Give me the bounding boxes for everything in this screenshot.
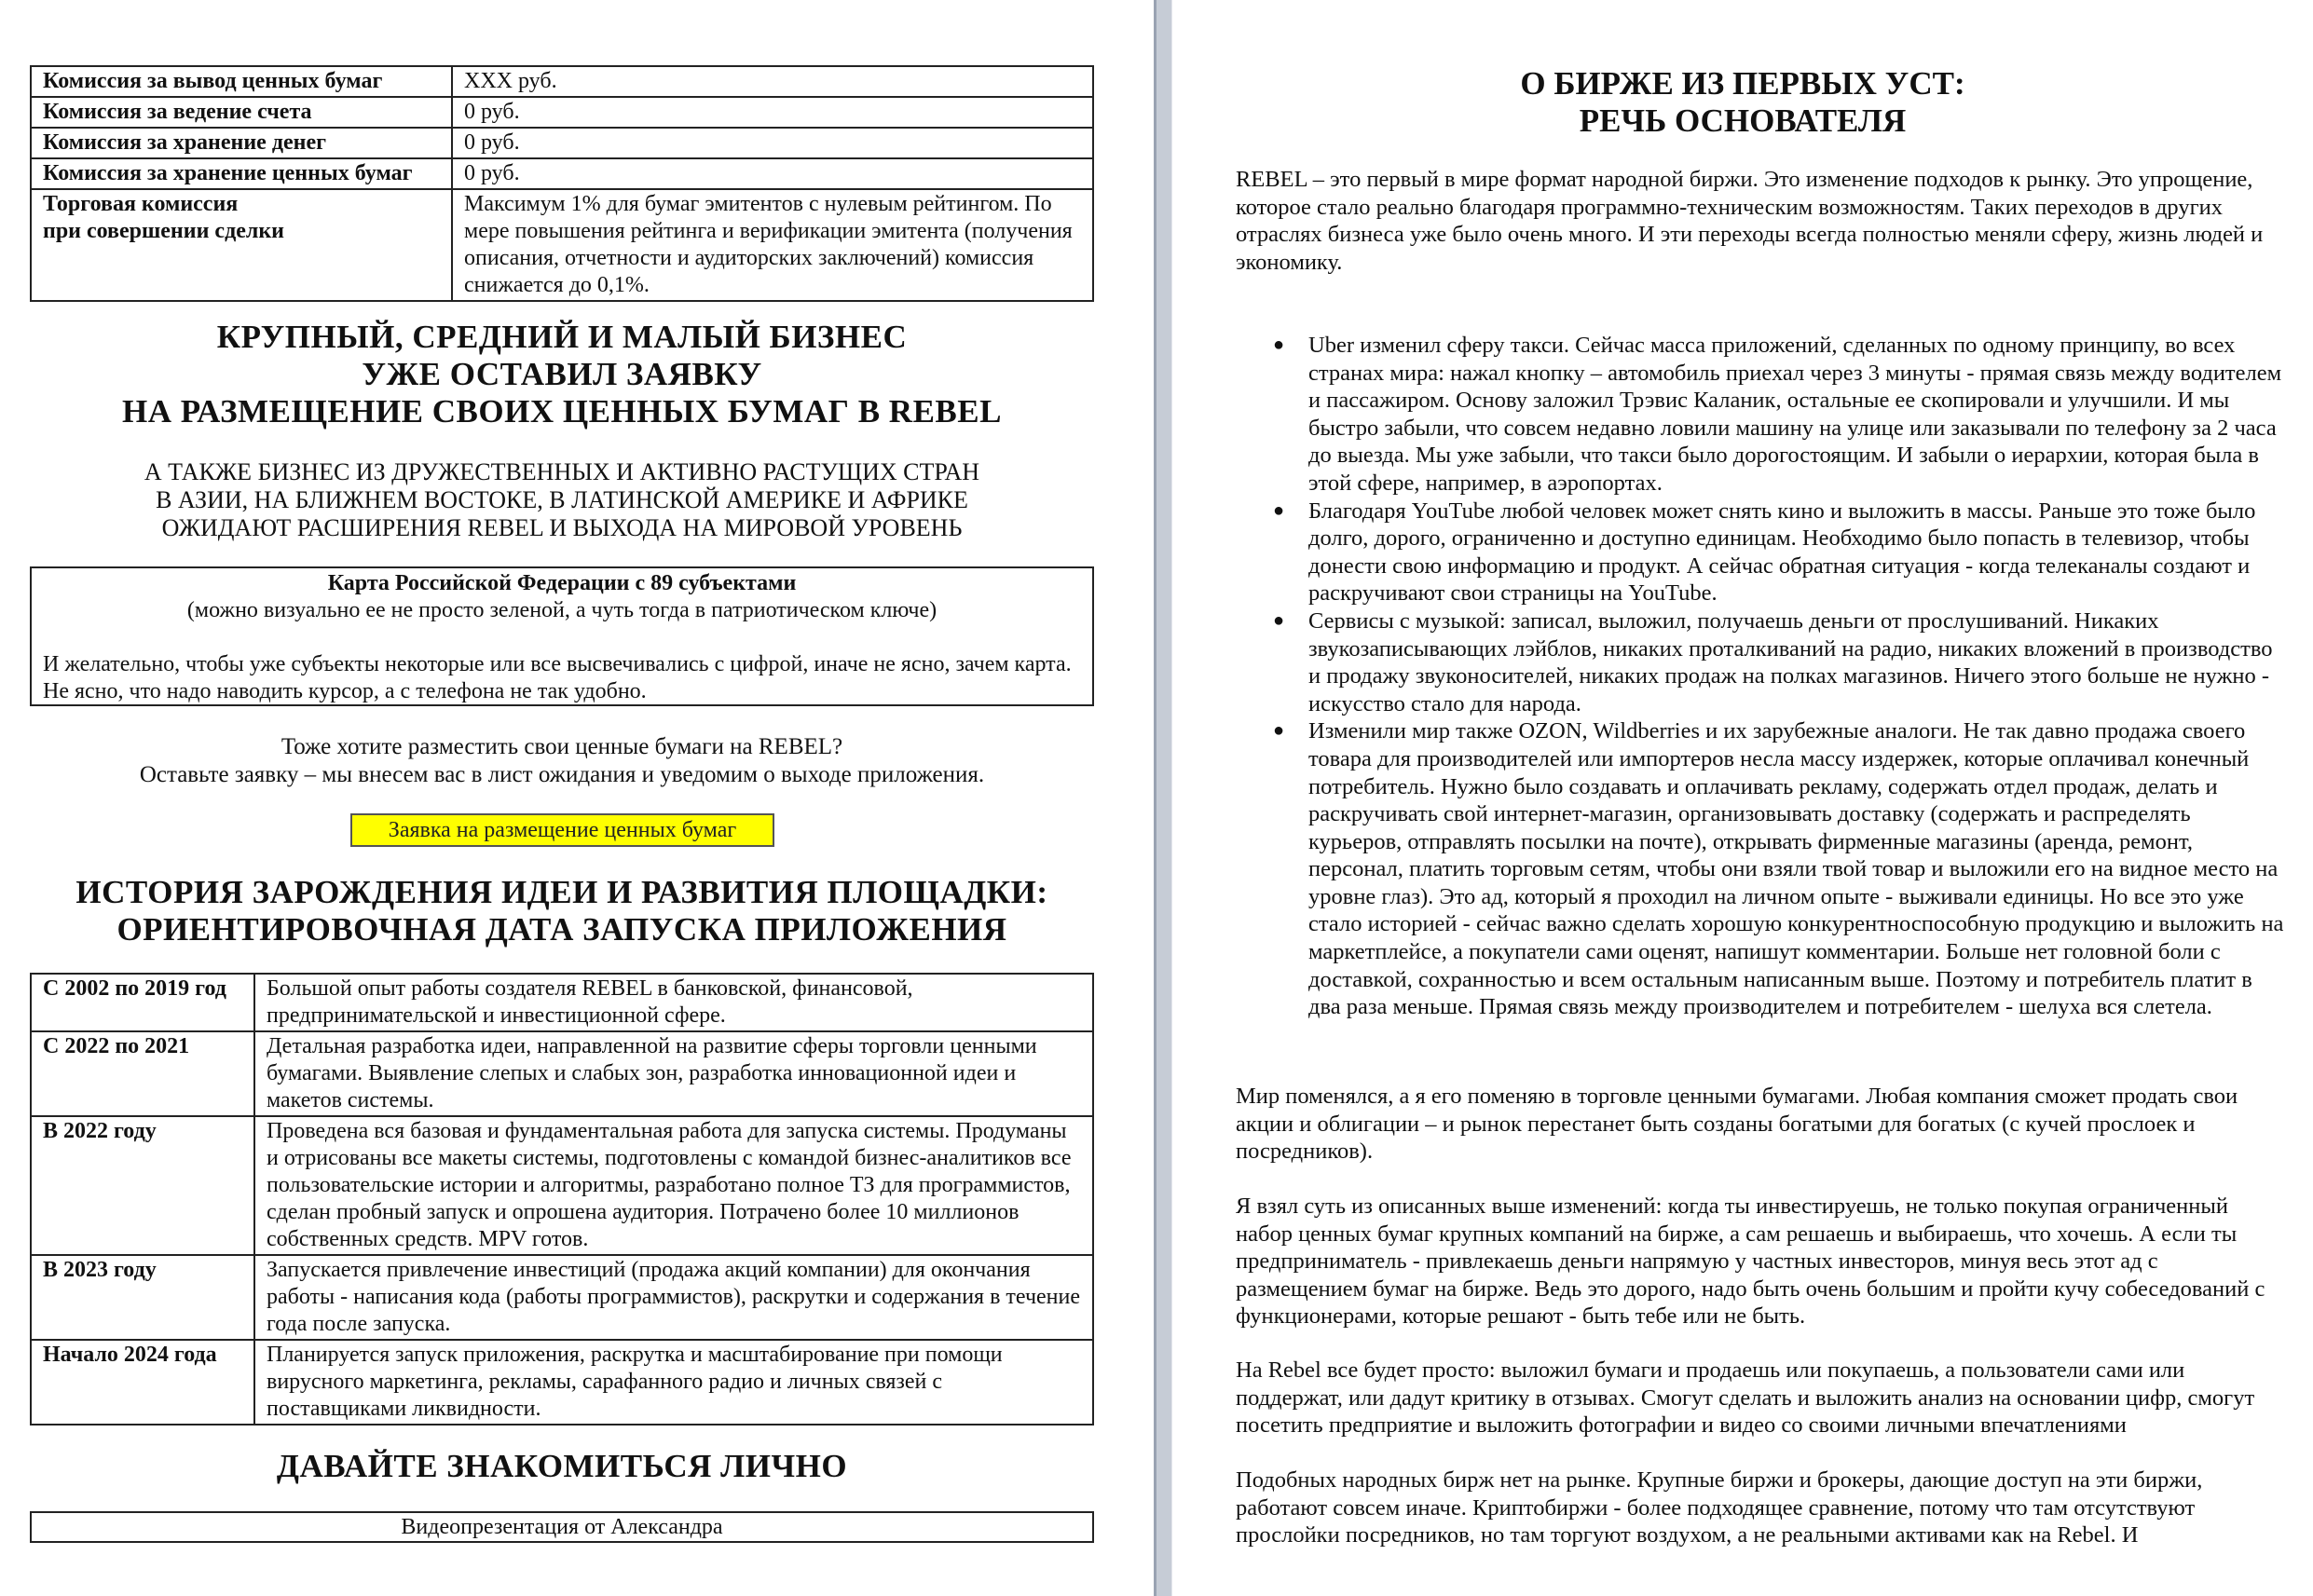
table-row bbox=[31, 128, 1093, 158]
list-item-text: Изменили мир также OZON, Wildberries и их зарубежные аналоги. Не так давно продажа своего товара для производителей или импортеров несла массу издержек, которые оплачивал конечный потребитель. Нужно было создавать и оплачивать рекламу, содержать отдел продаж, делать и раскручивать свой интернет-магазин, организовывать доставку (содержать и распределять курьеров, отправлять посылки на почте), открывать фирменные магазины (аренда, ремонт, персонал, платить торговым сетям, чтобы они взяли твой товар и выложили его на видное место на уровне глаз). Это ад, который я проходил на личном опыте - выживали единицы. Но все это уже стало историей - сейчас важно сделать хорошую конкурентноспособную продукцию и выложить на маркетплейсе, а покупатели сами оценят, напишут комментарии. Больше нет головной боли с доставкой, сохранностью и всем остальным написанным выше. Поэтому и потребитель платит в два раза меньше. Прямая связь между производителем и потребителем - шелуха вся слетела. bbox=[1308, 718, 2284, 1020]
list-item-text: Благодаря YouTube любой человек может снять кино и выложить в массы. Раньше это тоже было долго, дорого, ограниченно и доступно единицам. Необходимо было попасть в телевизор, чтобы донести свою информацию и продукт. А сейчас обратная ситуация - когда телеканалы создают и раскручивают свои страницы на YouTube. bbox=[1308, 498, 2256, 607]
history-text: Запускается привлечение инвестиций (продажа акций компании) для окончания работы - написания кода (работы программистов), раскрутки и содержания в течение года после запуска. bbox=[254, 1255, 1093, 1340]
table-row bbox=[31, 1255, 1093, 1340]
title-line: НА РАЗМЕЩЕНИЕ СВОИХ ЦЕННЫХ БУМАГ В REBEL bbox=[122, 393, 1002, 430]
founder-paragraph: Я взял суть из описанных выше изменений: когда ты инвестируешь, не только покупая ограниченный набор ценных бумаг крупных компаний на бирже, а сам решаешь и выбираешь, что хочешь. А если ты предприниматель - привлекаешь деньги напрямую у частных инвесторов, минуя весь этот ад с размещением бумаг на бирже. Ведь это дорого, надо быть очень большим и пройти кучу собеседований с функционерами, которые решают - быть тебе или не быть. bbox=[1236, 1194, 2265, 1330]
business-subtitle bbox=[30, 458, 1094, 542]
table-row bbox=[31, 158, 1093, 189]
table-row bbox=[31, 1340, 1093, 1425]
subtitle-line: ОЖИДАЮТ РАСШИРЕНИЯ REBEL И ВЫХОДА НА МИРОВОЙ УРОВЕНЬ bbox=[161, 514, 963, 541]
fee-value: 0 руб. bbox=[452, 97, 1093, 128]
fee-label: Комиссия за хранение ценных бумаг bbox=[31, 158, 452, 189]
cta-text bbox=[30, 733, 1094, 789]
fee-label: Комиссия за вывод ценных бумаг bbox=[31, 66, 452, 97]
fee-value: Максимум 1% для бумаг эмитентов с нулевым рейтингом. По мере повышения рейтинга и верификации эмитента (получения описания, отчетности и аудиторских заключений) комиссия снижается до 0,1%. bbox=[452, 189, 1093, 301]
fee-label-line: Торговая комиссия bbox=[43, 192, 239, 216]
history-period: С 2022 по 2021 bbox=[31, 1031, 254, 1116]
map-text: И желательно, чтобы уже субъекты некоторые или все высвечивались с цифрой, иначе не ясно, зачем карта. Не ясно, что надо наводить курсор, а с телефона не так удобно. bbox=[43, 652, 1072, 703]
list-item-text: Сервисы с музыкой: записал, выложил, получаешь деньги от прослушиваний. Никаких звукозаписывающих лэйблов, никаких проталкиваний на радио, никаких вложений в производство и продажу звуконосителей, никаких продаж на полках магазинов. Ничего этого больше не нужно - искусство стало для народа. bbox=[1308, 607, 2273, 716]
founder-paragraph: Подобных народных бирж нет на рынке. Крупные биржи и брокеры, дающие доступ на эти биржи, работают совсем иначе. Криптобиржи - более подходящее сравнение, потому что там отсутствуют прослойки посредников, но там торгуют воздухом, а не реальными активами как на Rebel. И bbox=[1236, 1467, 2203, 1548]
history-title bbox=[30, 874, 1094, 948]
founder-title bbox=[1172, 65, 2313, 140]
video-presentation-box[interactable]: Видеопрезентация от Александра bbox=[30, 1511, 1094, 1543]
history-period: Начало 2024 года bbox=[31, 1340, 254, 1425]
history-period: В 2023 году bbox=[31, 1255, 254, 1340]
list-item bbox=[1236, 607, 2287, 717]
title-line: РЕЧЬ ОСНОВАТЕЛЯ bbox=[1579, 102, 1907, 139]
cta-line: Тоже хотите разместить свои ценные бумаги на REBEL? bbox=[281, 734, 843, 759]
bullet-icon: ● bbox=[1273, 720, 1285, 742]
list-item bbox=[1236, 498, 2287, 607]
cta-line: Оставьте заявку – мы внесем вас в лист ожидания и уведомим о выходе приложения. bbox=[139, 762, 985, 787]
founder-intro: REBEL – это первый в мире формат народной биржи. Это изменение подходов к рынку. Это упрощение, которое стало реально благодаря программно-техническим возможностям. Таких переходов в других отраслях бизнеса уже было очень много. И эти переходы всегда полностью меняли сферу, жизнь людей и экономику. bbox=[1236, 167, 2264, 275]
table-row bbox=[31, 97, 1093, 128]
fee-label bbox=[31, 189, 452, 301]
title-line: УЖЕ ОСТАВИЛ ЗАЯВКУ bbox=[362, 356, 762, 392]
map-placeholder-box bbox=[30, 566, 1094, 706]
history-text: Проведена вся базовая и фундаментальная работа для запуска системы. Продуманы и отрисованы все макеты системы, подготовлены с командой бизнес-аналитиков все пользовательские истории и алгоритмы, разработано полное ТЗ для программистов, сделан пробный запуск и опрошена аудитория. Потрачено более 10 миллионов собственных средств. MPV готов. bbox=[254, 1116, 1093, 1255]
founder-paragraph: На Rebel все будет просто: выложил бумаги и продаешь или покупаешь, а пользователи сами или поддержат, или дадут критику в отзывах. Смогут сделать и выложить анализ на основании цифр, смогут посетить предприятие и выложить фотографии и видео со своими личными впечатлениями bbox=[1236, 1357, 2255, 1439]
history-text: Планируется запуск приложения, раскрутка и масштабирование при помощи вирусного маркетинга, рекламы, сарафанного радио и личных связей с поставщиками ликвидности. bbox=[254, 1340, 1093, 1425]
founder-bullet-list bbox=[1236, 332, 2287, 1021]
table-row bbox=[31, 1116, 1093, 1255]
list-item-text: Uber изменил сферу такси. Сейчас масса приложений, сделанных по одному принципу, во всех странах мира: нажал кнопку – автомобиль приехал через 3 минуты - прямая связь между водителем и пассажиром. Основу заложил Трэвис Каланик, остальные ее скопировали и улучшили. И мы быстро забыли, что совсем недавно ловили машину на улице или заказывали по телефону за 2 часа до выезда. Мы уже забыли, что такси было дорогостоящим. И забыли о иерархии, которая была в этой сфере, например, в аэропортах. bbox=[1308, 333, 2282, 496]
title-line: О БИРЖЕ ИЗ ПЕРВЫХ УСТ: bbox=[1520, 65, 1965, 102]
title-line: ОРИЕНТИРОВОЧНАЯ ДАТА ЗАПУСКА ПРИЛОЖЕНИЯ bbox=[116, 911, 1007, 948]
page-divider bbox=[1154, 0, 1172, 1596]
history-period: В 2022 году bbox=[31, 1116, 254, 1255]
fee-value: XXX руб. bbox=[452, 66, 1093, 97]
list-item bbox=[1236, 332, 2287, 498]
right-page bbox=[1172, 0, 2313, 1596]
fee-label-line: при совершении сделки bbox=[43, 219, 284, 243]
history-period: С 2002 по 2019 год bbox=[31, 974, 254, 1031]
meet-title: ДАВАЙТЕ ЗНАКОМИТЬСЯ ЛИЧНО bbox=[276, 1448, 848, 1484]
table-row bbox=[31, 66, 1093, 97]
map-note: (можно визуально ее не просто зеленой, а чуть тогда в патриотическом ключе) bbox=[186, 598, 938, 622]
bullet-icon: ● bbox=[1273, 334, 1285, 355]
table-row bbox=[31, 1031, 1093, 1116]
map-title: Карта Российской Федерации с 89 субъектами bbox=[327, 571, 797, 595]
title-line: ИСТОРИЯ ЗАРОЖДЕНИЯ ИДЕИ И РАЗВИТИЯ ПЛОЩАДКИ: bbox=[75, 874, 1048, 910]
apply-securities-button[interactable]: Заявка на размещение ценных бумаг bbox=[350, 813, 774, 847]
founder-paragraph: Мир поменялся, а я его поменяю в торговле ценными бумагами. Любая компания сможет продать свои акции и облигации – и рынок перестанет быть созданы богатыми для богатых (с кучей прослоек и посредников). bbox=[1236, 1084, 2238, 1165]
table-row bbox=[31, 974, 1093, 1031]
history-text: Детальная разработка идеи, направленной на развитие сферы торговли ценными бумагами. Выявление слепых и слабых зон, разработка инновационной идеи и макетов системы. bbox=[254, 1031, 1093, 1116]
list-item bbox=[1236, 717, 2287, 1021]
history-text: Большой опыт работы создателя REBEL в банковской, финансовой, предпринимательской и инвестиционной сфере. bbox=[254, 974, 1093, 1031]
business-title bbox=[30, 319, 1094, 430]
subtitle-line: А ТАКЖЕ БИЗНЕС ИЗ ДРУЖЕСТВЕННЫХ И АКТИВНО РАСТУЩИХ СТРАН bbox=[144, 458, 980, 485]
fees-table bbox=[30, 65, 1094, 302]
fee-label: Комиссия за ведение счета bbox=[31, 97, 452, 128]
bullet-icon: ● bbox=[1273, 499, 1285, 521]
fee-label: Комиссия за хранение денег bbox=[31, 128, 452, 158]
title-line: КРУПНЫЙ, СРЕДНИЙ И МАЛЫЙ БИЗНЕС bbox=[216, 319, 908, 355]
bullet-icon: ● bbox=[1273, 609, 1285, 631]
fee-value: 0 руб. bbox=[452, 158, 1093, 189]
subtitle-line: В АЗИИ, НА БЛИЖНЕМ ВОСТОКЕ, В ЛАТИНСКОЙ АМЕРИКЕ И АФРИКЕ bbox=[156, 486, 968, 513]
table-row bbox=[31, 189, 1093, 301]
history-table bbox=[30, 973, 1094, 1425]
fee-value: 0 руб. bbox=[452, 128, 1093, 158]
left-page bbox=[0, 0, 1154, 1596]
